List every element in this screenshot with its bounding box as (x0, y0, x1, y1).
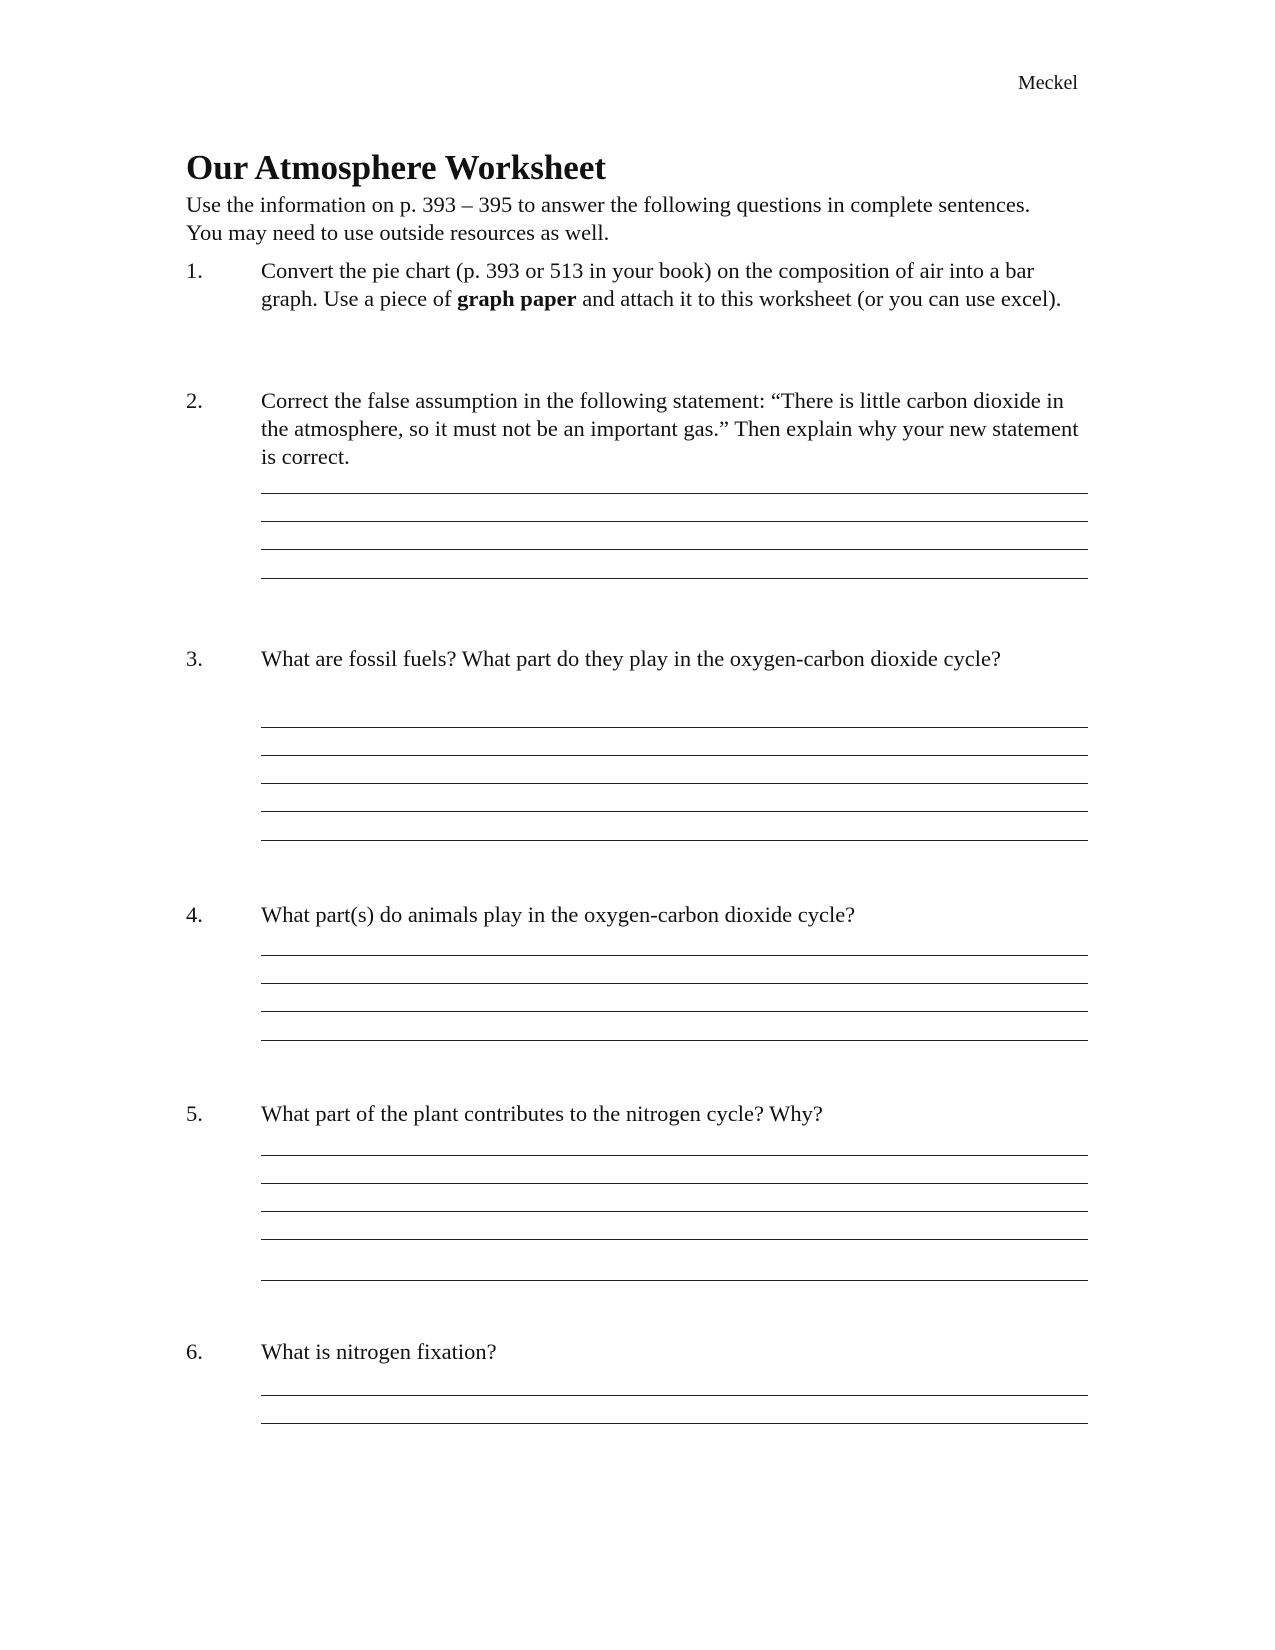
answer-line[interactable] (261, 955, 1088, 956)
answer-line[interactable] (261, 1211, 1088, 1212)
answer-line[interactable] (261, 1040, 1088, 1041)
question-text: What part of the plant contributes to the nitrogen cycle? Why? (261, 1101, 823, 1126)
answer-line[interactable] (261, 755, 1088, 756)
answer-line[interactable] (261, 811, 1088, 812)
answer-line[interactable] (261, 783, 1088, 784)
question-number: 3. (186, 646, 203, 671)
answer-line[interactable] (261, 521, 1088, 522)
question-number: 5. (186, 1101, 203, 1126)
worksheet-title: Our Atmosphere Worksheet (186, 148, 607, 187)
answer-line[interactable] (261, 1423, 1088, 1424)
answer-line[interactable] (261, 983, 1088, 984)
worksheet-instructions: Use the information on p. 393 – 395 to answer the following questions in complete sentences. You may need to use outside resources as well. (186, 192, 1031, 245)
answer-line[interactable] (261, 840, 1088, 841)
answer-line[interactable] (261, 1395, 1088, 1396)
author-name: Meckel (1018, 72, 1078, 94)
answer-line[interactable] (261, 549, 1088, 550)
question-number: 2. (186, 388, 203, 413)
question-number: 6. (186, 1339, 203, 1364)
question-text: Correct the false assumption in the following statement: “There is little carbon dioxide in the atmosphere, so it must not be an important gas.” Then explain why your new statement is correct. (261, 388, 1079, 469)
question-text-bold: graph paper (457, 286, 577, 311)
question-text-part: Convert the pie chart (p. 393 or 513 in your book) on the composition of air into a bar graph. Use a piece of (261, 258, 1034, 311)
answer-line[interactable] (261, 727, 1088, 728)
answer-line[interactable] (261, 493, 1088, 494)
question-text: What part(s) do animals play in the oxygen-carbon dioxide cycle? (261, 902, 856, 927)
question-number: 1. (186, 258, 203, 283)
answer-line[interactable] (261, 1183, 1088, 1184)
answer-line[interactable] (261, 1011, 1088, 1012)
question-text (261, 257, 1086, 313)
question-number: 4. (186, 902, 203, 927)
question-text: What is nitrogen fixation? (261, 1339, 497, 1364)
answer-line[interactable] (261, 1239, 1088, 1240)
question-text: What are fossil fuels? What part do they play in the oxygen-carbon dioxide cycle? (261, 646, 1001, 671)
answer-line[interactable] (261, 1155, 1088, 1156)
answer-line[interactable] (261, 1280, 1088, 1281)
question-text-part: and attach it to this worksheet (or you can use excel). (576, 286, 1062, 311)
answer-line[interactable] (261, 578, 1088, 579)
